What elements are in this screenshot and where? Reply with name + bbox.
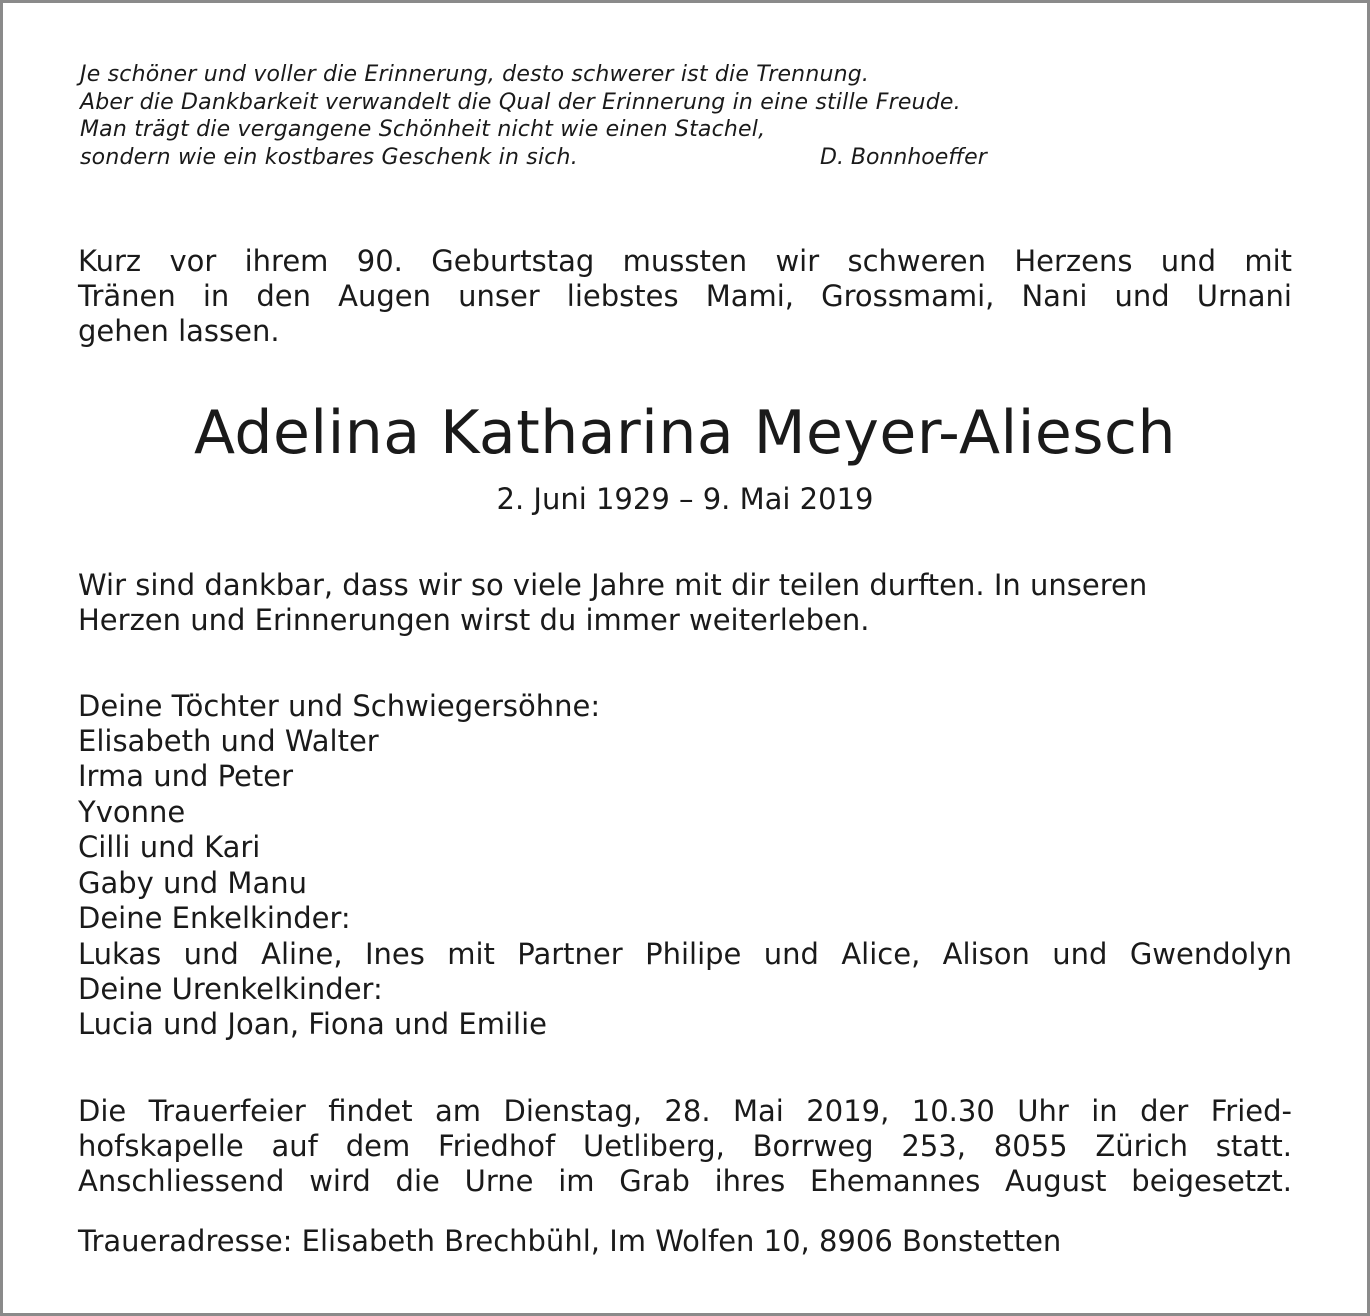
family-member: Elisabeth und Walter: [78, 724, 379, 758]
quote-line: Je schöner und voller die Erinnerung, desto schwerer ist die Trennung.: [80, 62, 870, 87]
quote-line: sondern wie ein kostbares Geschenk in sich.: [80, 145, 578, 170]
mourning-address: Traueradresse: Elisabeth Brechbühl, Im Wolfen 10, 8906 Bonstetten: [78, 1224, 1062, 1258]
family-member: Lukas und Aline, Ines mit Partner Philipe und Alice, Alison und Gwendolyn: [78, 937, 1292, 971]
family-member: Gaby und Manu: [78, 866, 307, 900]
intro-line: Kurz vor ihrem 90. Geburtstag mussten wir schweren Herzens und mit: [78, 244, 1292, 278]
family-heading-great-grandchildren: Deine Urenkelkinder:: [78, 972, 383, 1006]
gratitude-line: Herzen und Erinnerungen wirst du immer weiterleben.: [78, 603, 870, 637]
gratitude-line: Wir sind dankbar, dass wir so viele Jahre mit dir teilen durften. In unseren: [78, 568, 1148, 602]
quote-author: D. Bonnhoeffer: [820, 145, 987, 170]
intro-line: Tränen in den Augen unser liebstes Mami, Grossmami, Nani und Urnani: [78, 279, 1292, 313]
service-line: Die Trauerfeier findet am Dienstag, 28. Mai 2019, 10.30 Uhr in der Fried-: [78, 1094, 1292, 1128]
family-member: Lucia und Joan, Fiona und Emilie: [78, 1007, 547, 1041]
intro-line: gehen lassen.: [78, 314, 280, 348]
deceased-name: Adelina Katharina Meyer-Aliesch: [193, 398, 1177, 468]
family-member: Yvonne: [78, 795, 186, 829]
life-dates: 2. Juni 1929 – 9. Mai 2019: [496, 482, 874, 516]
service-line: Anschliessend wird die Urne im Grab ihres Ehemannes August beigesetzt.: [78, 1164, 1292, 1198]
service-line: hofskapelle auf dem Friedhof Uetliberg, Borrweg 253, 8055 Zürich statt.: [78, 1129, 1292, 1163]
family-member: Cilli und Kari: [78, 830, 261, 864]
family-member: Irma und Peter: [78, 759, 294, 793]
family-heading-daughters: Deine Töchter und Schwiegersöhne:: [78, 689, 601, 723]
quote-line: Man trägt die vergangene Schönheit nicht wie einen Stachel,: [80, 117, 766, 142]
family-heading-grandchildren: Deine Enkelkinder:: [78, 901, 351, 935]
quote-line: Aber die Dankbarkeit verwandelt die Qual der Erinnerung in eine stille Freude.: [80, 90, 961, 115]
